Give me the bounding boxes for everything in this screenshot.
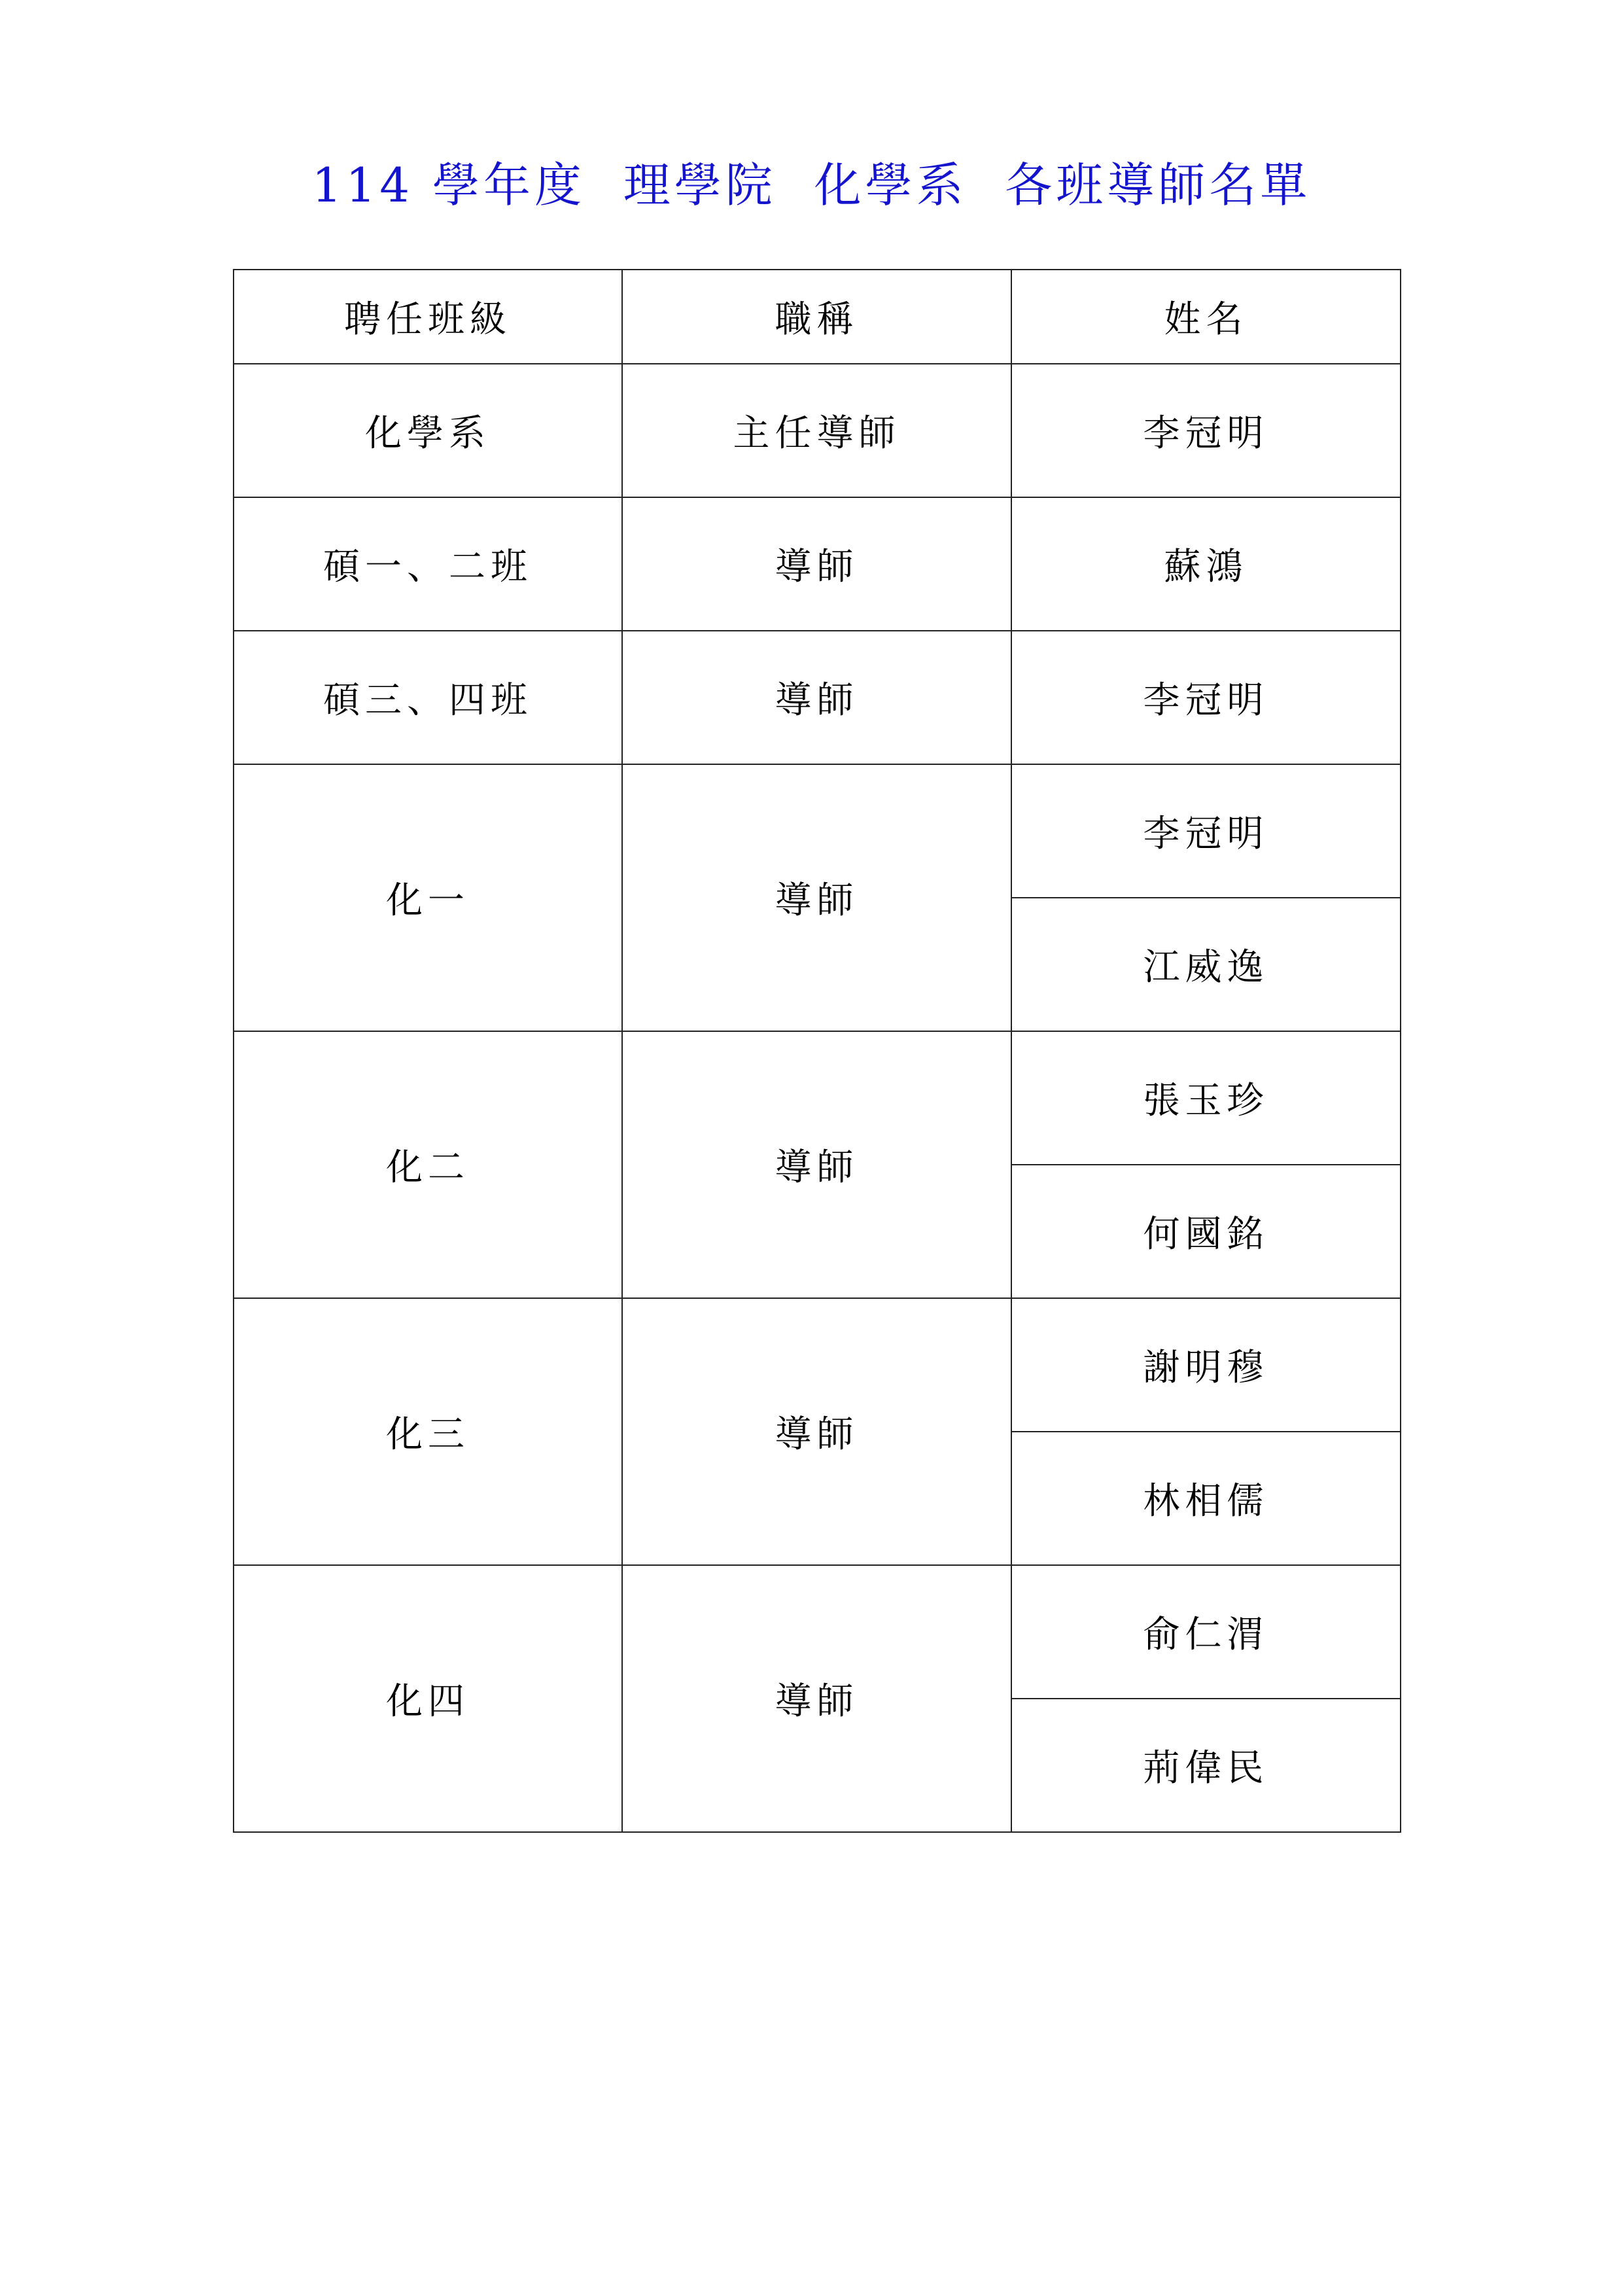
position-cell: 導師 [622,497,1011,631]
position-cell: 導師 [622,1031,1011,1298]
page-title: 114 學年度 理學院 化學系 各班導師名單 [311,158,1312,213]
tutor-name-cell: 李冠明 [1011,764,1401,898]
tutor-name-cell: 蘇鴻 [1011,497,1401,631]
position-cell: 導師 [622,764,1011,1031]
class-cell: 碩一、二班 [234,497,622,631]
tutor-name-cell: 謝明穆 [1011,1298,1401,1432]
table-row [234,1298,1401,1432]
tutor-name-cell: 荊偉民 [1011,1699,1401,1832]
class-cell: 碩三、四班 [234,631,622,764]
class-cell: 化二 [234,1031,622,1298]
tutor-name-cell: 林相儒 [1011,1432,1401,1565]
tutor-roster-table [233,269,1401,1833]
tutor-name-cell: 俞仁渭 [1011,1565,1401,1699]
position-cell: 導師 [622,1298,1011,1565]
tutor-name-cell: 李冠明 [1011,364,1401,497]
position-cell: 導師 [622,1565,1011,1832]
table-row [234,497,1401,631]
tutor-name-cell: 張玉珍 [1011,1031,1401,1165]
table-row [234,1031,1401,1165]
class-cell: 化一 [234,764,622,1031]
class-cell: 化學系 [234,364,622,497]
class-cell: 化三 [234,1298,622,1565]
tutor-name-cell: 何國銘 [1011,1165,1401,1298]
position-cell: 主任導師 [622,364,1011,497]
header-name: 姓名 [1011,270,1401,364]
table-row [234,631,1401,764]
table-header-row [234,270,1401,364]
header-class: 聘任班級 [234,270,622,364]
tutor-name-cell: 江威逸 [1011,898,1401,1031]
class-cell: 化四 [234,1565,622,1832]
table-row [234,364,1401,497]
table-row [234,1565,1401,1699]
tutor-name-cell: 李冠明 [1011,631,1401,764]
position-cell: 導師 [622,631,1011,764]
header-position: 職稱 [622,270,1011,364]
table-row [234,764,1401,898]
